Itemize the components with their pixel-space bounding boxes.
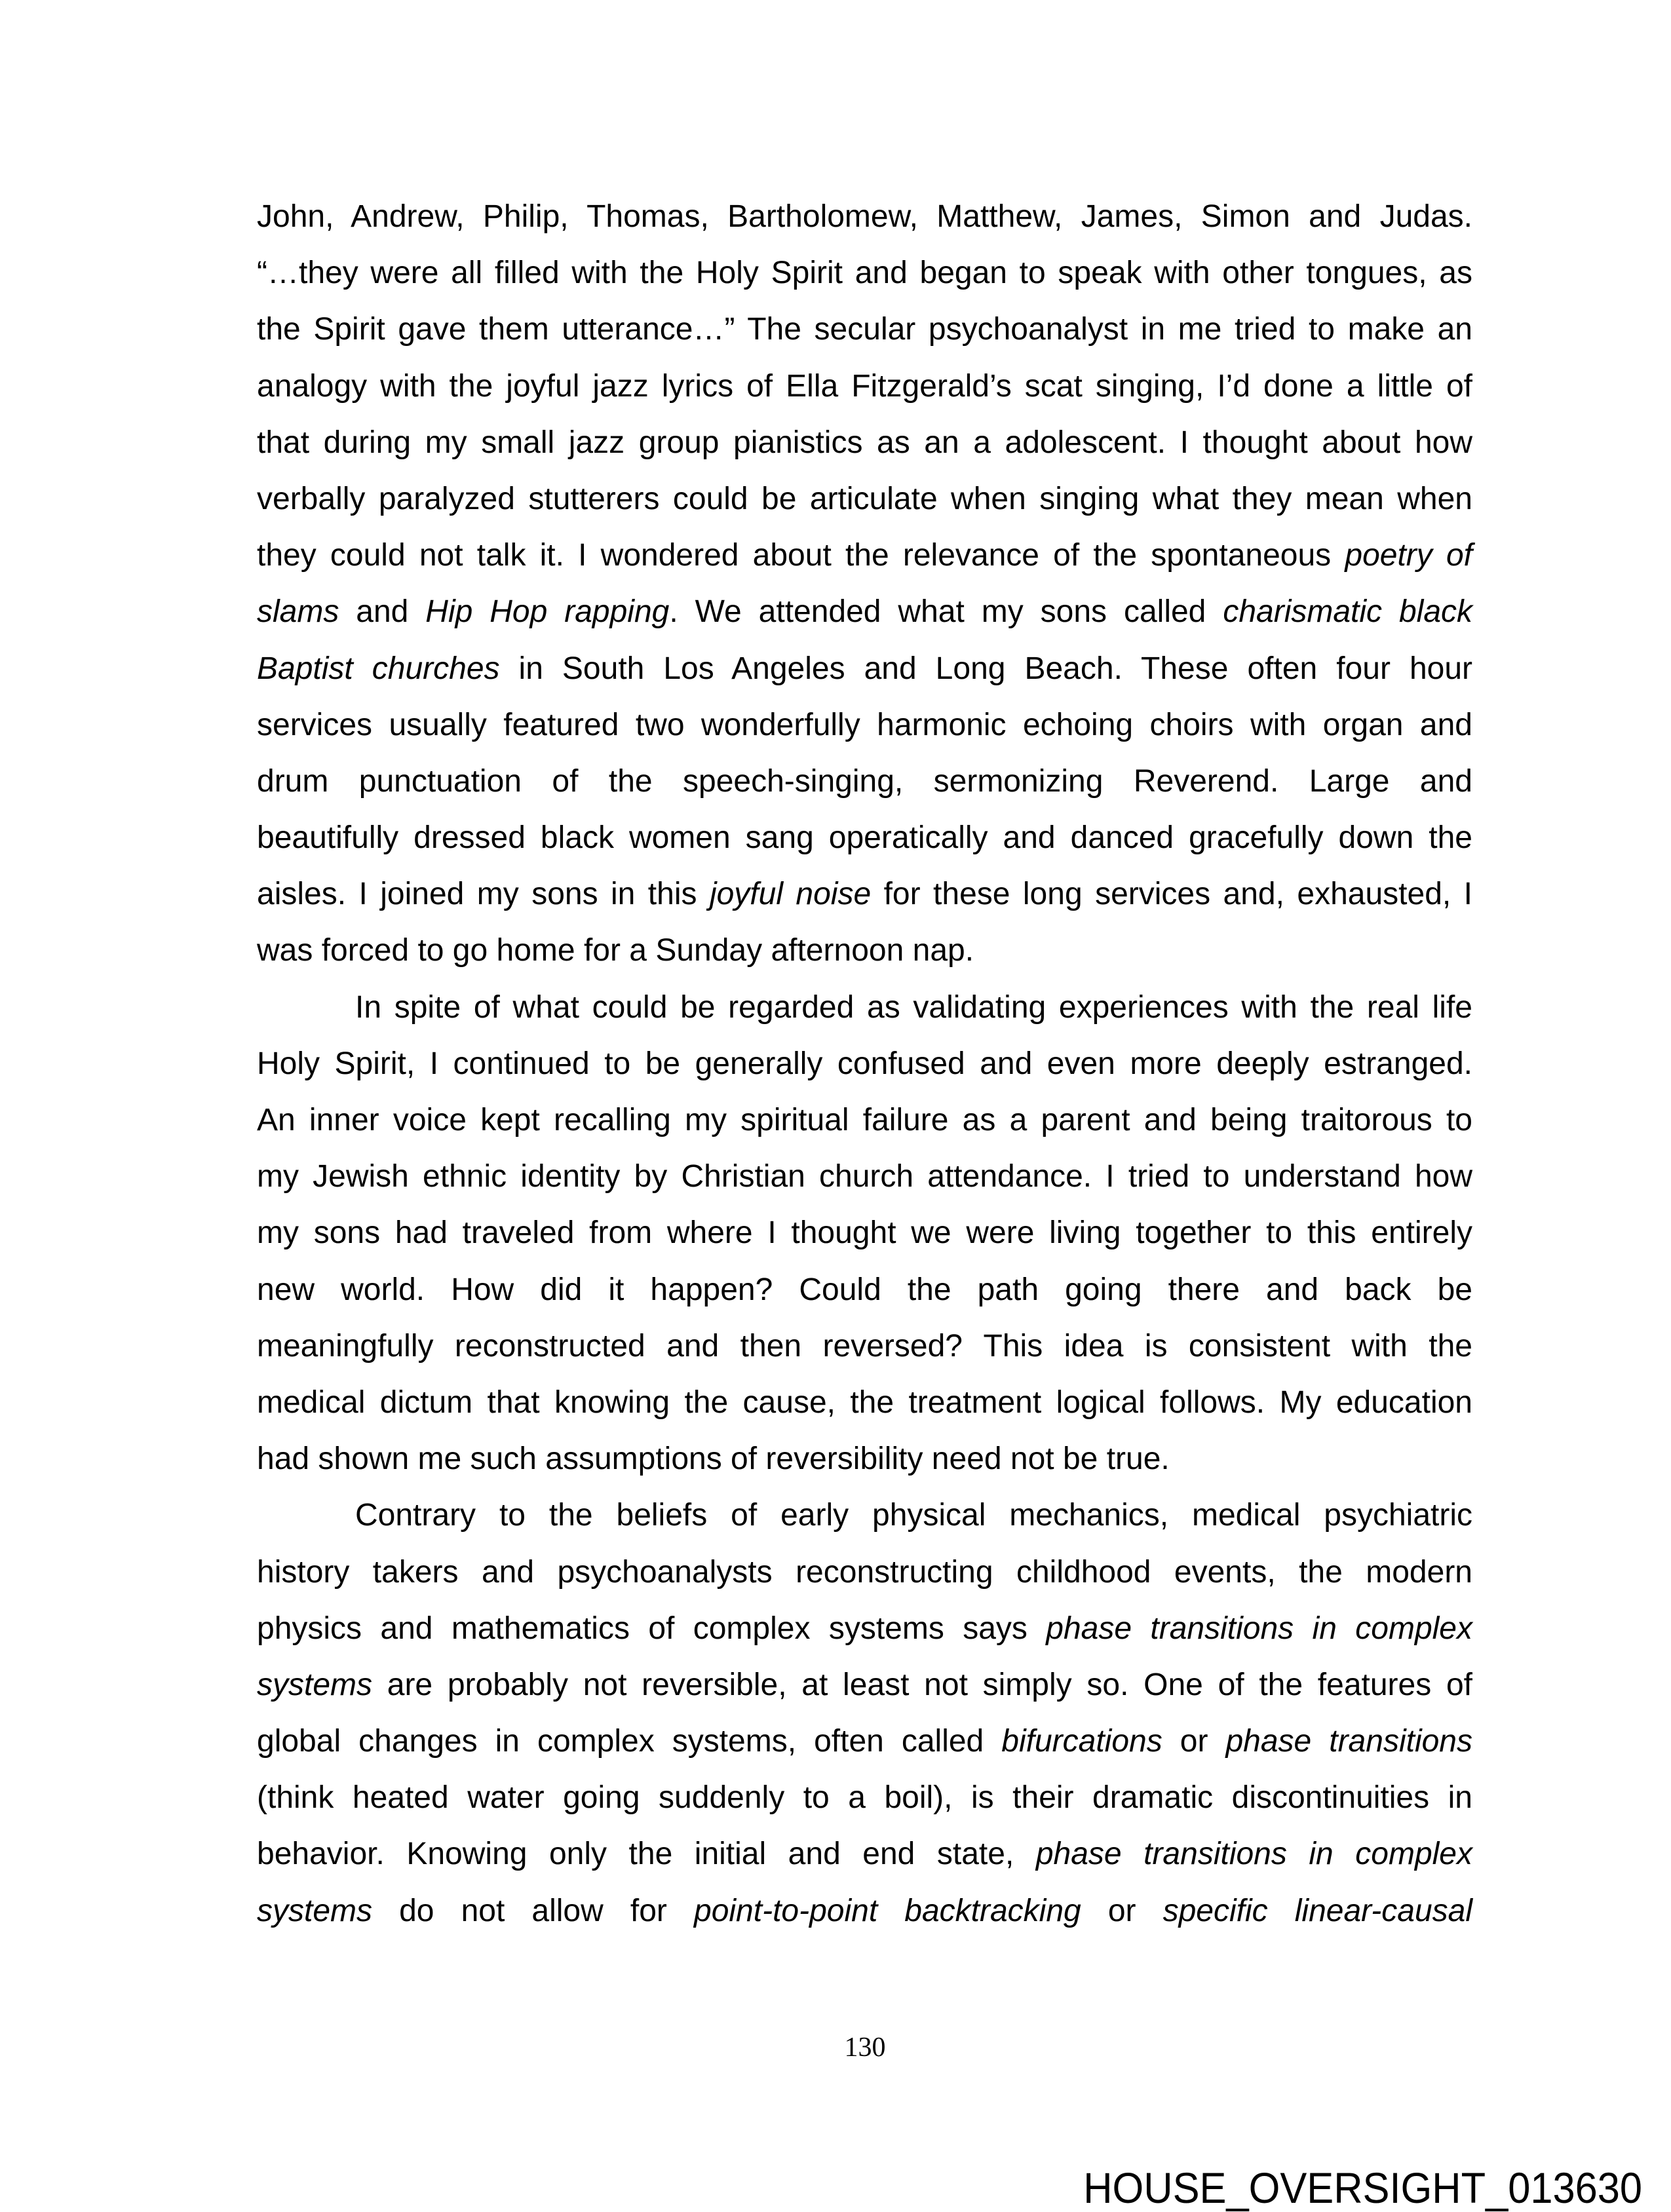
- italic-text: phase transitions in complex: [1046, 1611, 1472, 1646]
- text-segment: analogy with the joyful jazz lyrics of Ella Fitzgerald’s scat singing, I’d done a little of: [257, 368, 1472, 404]
- text-segment: beautifully dressed black women sang operatically and danced gracefully down the: [257, 820, 1472, 856]
- text-segment: An inner voice kept recalling my spiritual failure as a parent and being traitorous to: [257, 1103, 1472, 1137]
- text-segment: do not allow for: [372, 1893, 694, 1928]
- italic-text: poetry of: [1345, 538, 1472, 573]
- text-line: [257, 810, 1472, 866]
- text-segment: in South Los Angeles and Long Beach. These often four hour: [499, 651, 1473, 686]
- text-segment: (think heated water going suddenly to a boil), is their dramatic discontinuities in: [257, 1780, 1472, 1816]
- text-line: [257, 1431, 1472, 1487]
- text-line: [257, 1487, 1472, 1544]
- text-segment: for these long services and, exhausted, I: [871, 877, 1473, 912]
- italic-text: systems: [257, 1667, 373, 1702]
- italic-text: charismatic black: [1223, 594, 1473, 630]
- text-segment: Holy Spirit, I continued to be generally confused and even more deeply estranged.: [257, 1046, 1472, 1081]
- text-line: [257, 1318, 1472, 1375]
- italic-text: point-to-point backtracking: [694, 1893, 1081, 1928]
- italic-text: Baptist churches: [257, 651, 500, 686]
- text-line: [257, 753, 1472, 810]
- italic-text: phase transitions: [1225, 1724, 1472, 1759]
- italic-text: specific linear-causal: [1162, 1893, 1473, 1928]
- text-line: [257, 1657, 1472, 1713]
- text-segment: had shown me such assumptions of reversibility need not be true.: [257, 1441, 1170, 1477]
- text-line: [257, 1713, 1472, 1770]
- text-segment: are probably not reversible, at least not simply so. One of the features of: [372, 1667, 1472, 1702]
- italic-text: bifurcations: [1001, 1724, 1162, 1759]
- italic-text: slams: [257, 594, 339, 630]
- text-line: [257, 1883, 1472, 1939]
- text-line: [257, 415, 1472, 471]
- text-segment: my Jewish ethnic identity by Christian church attendance. I tried to understand how: [257, 1159, 1472, 1194]
- paragraph: [257, 980, 1472, 1488]
- text-line: [257, 923, 1472, 979]
- text-segment: verbally paralyzed stutterers could be articulate when singing what they mean when: [257, 481, 1472, 516]
- text-segment: drum punctuation of the speech-singing, sermonizing Reverend. Large and: [257, 763, 1472, 799]
- text-segment: medical dictum that knowing the cause, the treatment logical follows. My education: [257, 1384, 1472, 1420]
- body-text: [257, 189, 1472, 1939]
- text-line: [257, 1205, 1472, 1261]
- text-segment: John, Andrew, Philip, Thomas, Bartholomew, Matthew, James, Simon and Judas.: [257, 199, 1472, 234]
- text-line: [257, 1375, 1472, 1431]
- text-segment: the Spirit gave them utterance…” The secular psychoanalyst in me tried to make an: [257, 312, 1472, 347]
- text-segment: behavior. Knowing only the initial and end state,: [257, 1837, 1036, 1872]
- text-segment: that during my small jazz group pianistics as an a adolescent. I thought about how: [257, 425, 1472, 460]
- text-segment: global changes in complex systems, often called: [257, 1724, 1002, 1759]
- paragraph: [257, 189, 1472, 980]
- text-line: [257, 471, 1472, 527]
- text-line: [257, 1544, 1472, 1601]
- text-segment: history takers and psychoanalysts reconstructing childhood events, the modern: [257, 1554, 1472, 1590]
- text-segment: my sons had traveled from where I thought we were living together to this entirely: [257, 1215, 1472, 1251]
- text-line: [257, 1036, 1472, 1092]
- text-line: [257, 1092, 1472, 1149]
- text-line: [257, 1826, 1472, 1882]
- text-line: [257, 527, 1472, 584]
- text-line: [257, 1149, 1472, 1205]
- text-line: [257, 301, 1472, 358]
- text-segment: physics and mathematics of complex systems says: [257, 1611, 1047, 1646]
- text-segment: aisles. I joined my sons in this: [257, 877, 710, 912]
- text-segment: meaningfully reconstructed and then reversed? This idea is consistent with the: [257, 1328, 1472, 1363]
- text-line: [257, 584, 1472, 640]
- italic-text: phase transitions in complex: [1035, 1837, 1473, 1872]
- text-line: [257, 1262, 1472, 1318]
- text-line: [257, 641, 1472, 697]
- text-segment: they could not talk it. I wondered about the relevance of the spontaneous: [257, 538, 1345, 573]
- text-line: [257, 189, 1472, 245]
- text-line: [257, 1601, 1472, 1657]
- text-line: [257, 980, 1472, 1036]
- text-segment: new world. How did it happen? Could the path going there and back be: [257, 1272, 1472, 1307]
- text-segment: Contrary to the beliefs of early physical mechanics, medical psychiatric: [355, 1498, 1472, 1533]
- text-segment: and: [339, 594, 426, 630]
- page-number: 130: [844, 2032, 886, 2063]
- text-segment: or: [1162, 1724, 1226, 1759]
- italic-text: joyful noise: [709, 877, 872, 912]
- text-segment: was forced to go home for a Sunday afternoon nap.: [257, 933, 974, 968]
- text-line: [257, 245, 1472, 301]
- text-segment: or: [1081, 1893, 1163, 1928]
- italic-text: Hip Hop rapping: [425, 594, 670, 630]
- text-line: [257, 866, 1472, 923]
- text-segment: “…they were all filled with the Holy Spirit and began to speak with other tongues, as: [257, 256, 1472, 291]
- text-segment: In spite of what could be regarded as validating experiences with the real life: [355, 989, 1472, 1025]
- text-segment: . We attended what my sons called: [669, 594, 1223, 630]
- text-line: [257, 358, 1472, 415]
- text-line: [257, 1770, 1472, 1826]
- italic-text: systems: [257, 1893, 373, 1928]
- bates-stamp: HOUSE_OVERSIGHT_013630: [1083, 2164, 1642, 2212]
- text-segment: services usually featured two wonderfully harmonic echoing choirs with organ and: [257, 707, 1472, 742]
- paragraph: [257, 1487, 1472, 1939]
- text-line: [257, 697, 1472, 753]
